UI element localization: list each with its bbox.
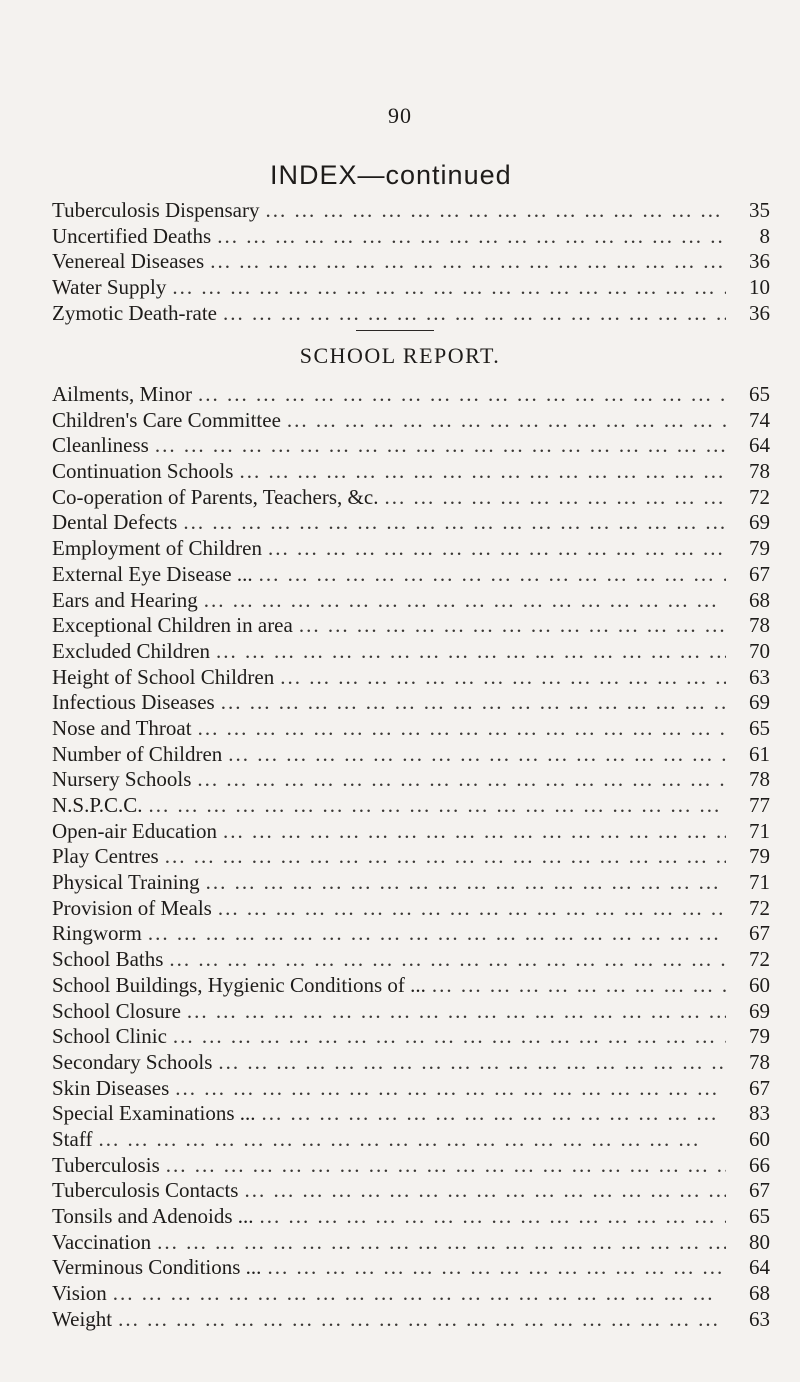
index-entry <box>52 1153 770 1179</box>
index-entry <box>52 999 770 1025</box>
leader-dots <box>218 1050 726 1075</box>
entry-page: 78 <box>749 459 770 484</box>
entry-page: 71 <box>749 870 770 895</box>
entry-label: Employment of Children <box>52 536 262 561</box>
entry-label: Open-air Education <box>52 818 218 843</box>
index-entry <box>52 639 770 665</box>
entry-label: Secondary Schools <box>52 1049 213 1074</box>
index-entry <box>52 408 770 434</box>
leader-dots <box>148 921 726 946</box>
index-entry <box>52 1307 770 1333</box>
entry-label: Vision <box>52 1281 107 1306</box>
leader-dots <box>198 382 726 407</box>
school-report-index-list <box>52 382 770 1332</box>
leader-dots <box>218 896 726 921</box>
leader-dots <box>221 690 726 715</box>
entry-page: 79 <box>749 1024 770 1049</box>
leader-dots <box>287 408 726 433</box>
entry-label: Skin Diseases <box>52 1075 170 1100</box>
entry-label: School Closure <box>52 998 181 1023</box>
entry-label: Ailments, Minor <box>52 382 192 406</box>
entry-label: Ears and Hearing <box>52 587 198 612</box>
index-entry <box>52 382 770 408</box>
entry-page: 70 <box>749 638 770 663</box>
index-entry <box>52 716 770 742</box>
entry-page: 67 <box>749 1075 770 1100</box>
page-title: INDEX—continued <box>270 160 512 190</box>
section-divider <box>356 330 434 331</box>
entry-page: 72 <box>749 895 770 920</box>
leader-dots <box>187 999 726 1024</box>
index-entry <box>52 742 770 768</box>
entry-page: 65 <box>749 1204 770 1228</box>
entry-label: Nursery Schools <box>52 767 192 792</box>
index-entry <box>52 870 770 896</box>
index-entry <box>52 921 770 947</box>
entry-label: External Eye Disease ... <box>52 561 253 586</box>
index-entry <box>52 562 770 588</box>
leader-dots <box>198 716 726 741</box>
entry-page: 67 <box>749 1178 770 1203</box>
index-entry <box>52 767 770 793</box>
entry-label: Weight <box>52 1306 113 1331</box>
index-entry <box>52 665 770 691</box>
entry-page: 10 <box>749 275 770 300</box>
index-entry <box>52 973 770 999</box>
leader-dots <box>98 1127 726 1152</box>
leader-dots <box>268 536 726 561</box>
entry-page: 63 <box>749 1306 770 1331</box>
leader-dots <box>113 1281 726 1306</box>
entry-page: 72 <box>749 947 770 972</box>
index-entry <box>52 896 770 922</box>
index-entry <box>52 536 770 562</box>
entry-label: Exceptional Children in area <box>52 613 293 638</box>
index-entry <box>52 1101 770 1127</box>
section-heading: SCHOOL REPORT. <box>299 343 501 368</box>
index-entry <box>52 1204 770 1230</box>
leader-dots <box>155 433 726 458</box>
index-entry <box>52 690 770 716</box>
leader-dots <box>165 844 726 869</box>
entry-label: Height of School Children <box>52 664 275 689</box>
leader-dots <box>384 485 726 510</box>
leader-dots <box>228 742 726 767</box>
entry-label: Number of Children <box>52 741 223 766</box>
entry-label: Special Examinations ... <box>52 1101 256 1126</box>
entry-label: Excluded Children <box>52 638 211 663</box>
index-entry <box>52 1076 770 1102</box>
entry-page: 65 <box>749 715 770 740</box>
entry-page: 77 <box>749 793 770 817</box>
entry-page: 63 <box>749 664 770 689</box>
index-entry <box>52 1281 770 1307</box>
index-entry <box>52 224 770 250</box>
leader-dots <box>197 767 726 792</box>
entry-label: Dental Defects <box>52 510 178 535</box>
entry-page: 65 <box>749 382 770 406</box>
leader-dots <box>216 639 726 664</box>
entry-label: Venereal Diseases <box>52 249 205 274</box>
leader-dots <box>204 588 726 613</box>
leader-dots <box>223 819 726 844</box>
entry-page: 36 <box>749 249 770 274</box>
entry-label: Infectious Diseases <box>52 690 215 715</box>
entry-page: 78 <box>749 1049 770 1074</box>
entry-page: 8 <box>759 223 770 248</box>
entry-label: Continuation Schools <box>52 459 234 484</box>
leader-dots <box>239 459 726 484</box>
index-entry <box>52 588 770 614</box>
entry-page: 78 <box>749 767 770 792</box>
index-entry <box>52 433 770 459</box>
entry-page: 66 <box>749 1152 770 1177</box>
index-entry <box>52 459 770 485</box>
leader-dots <box>175 1076 726 1101</box>
entry-page: 68 <box>749 587 770 612</box>
general-index-list <box>52 198 770 326</box>
entry-page: 69 <box>749 998 770 1023</box>
leader-dots <box>432 973 726 998</box>
entry-label: Vaccination <box>52 1229 152 1254</box>
entry-page: 72 <box>749 484 770 509</box>
leader-dots <box>217 224 726 249</box>
index-entry <box>52 819 770 845</box>
entry-label: Uncertified Deaths <box>52 223 212 248</box>
entry-label: Zymotic Death-rate <box>52 300 218 325</box>
leader-dots <box>244 1178 726 1203</box>
index-entry <box>52 613 770 639</box>
entry-page: 71 <box>749 818 770 843</box>
index-entry <box>52 510 770 536</box>
leader-dots <box>118 1307 726 1332</box>
entry-page: 35 <box>749 198 770 222</box>
index-entry <box>52 275 770 301</box>
entry-label: Ringworm <box>52 921 142 946</box>
leader-dots <box>280 665 726 690</box>
entry-label: Tuberculosis Contacts <box>52 1178 239 1203</box>
entry-label: N.S.P.C.C. <box>52 793 143 817</box>
entry-page: 60 <box>749 1126 770 1151</box>
entry-label: School Clinic <box>52 1024 167 1049</box>
entry-page: 60 <box>749 972 770 997</box>
entry-label: Physical Training <box>52 870 200 895</box>
index-entry <box>52 947 770 973</box>
index-entry <box>52 198 770 224</box>
index-entry <box>52 1127 770 1153</box>
entry-page: 68 <box>749 1281 770 1306</box>
entry-page: 74 <box>749 407 770 432</box>
leader-dots <box>262 1101 726 1126</box>
entry-label: Tonsils and Adenoids ... <box>52 1204 254 1228</box>
entry-page: 64 <box>749 433 770 458</box>
leader-dots <box>173 1024 726 1049</box>
index-entry <box>52 1024 770 1050</box>
entry-label: Children's Care Committee <box>52 407 281 432</box>
index-entry <box>52 249 770 275</box>
leader-dots <box>172 275 726 300</box>
index-entry <box>52 793 770 819</box>
entry-label: Provision of Meals <box>52 895 212 920</box>
entry-label: Cleanliness <box>52 433 149 458</box>
entry-label: Co-operation of Parents, Teachers, &c. <box>52 484 379 509</box>
entry-label: School Buildings, Hygienic Conditions of ... <box>52 972 426 997</box>
entry-page: 69 <box>749 510 770 535</box>
entry-page: 78 <box>749 613 770 638</box>
leader-dots <box>265 198 726 223</box>
page-number: 90 <box>388 103 412 128</box>
leader-dots <box>169 947 726 972</box>
leader-dots <box>183 510 726 535</box>
index-entry <box>52 844 770 870</box>
entry-label: Nose and Throat <box>52 715 192 740</box>
entry-page: 67 <box>749 561 770 586</box>
leader-dots <box>166 1153 726 1178</box>
entry-label: Tuberculosis <box>52 1152 160 1177</box>
entry-page: 69 <box>749 690 770 715</box>
leader-dots <box>148 793 726 818</box>
entry-label: Tuberculosis Dispensary <box>52 198 260 222</box>
leader-dots <box>260 1204 726 1229</box>
entry-page: 36 <box>749 300 770 325</box>
leader-dots <box>157 1230 726 1255</box>
entry-page: 67 <box>749 921 770 946</box>
index-entry <box>52 1050 770 1076</box>
index-entry <box>52 301 770 327</box>
entry-page: 79 <box>749 844 770 869</box>
leader-dots <box>206 870 726 895</box>
leader-dots <box>223 301 726 326</box>
leader-dots <box>299 613 726 638</box>
index-entry <box>52 1255 770 1281</box>
entry-label: Staff <box>52 1126 93 1151</box>
entry-label: Play Centres <box>52 844 159 869</box>
entry-page: 79 <box>749 536 770 561</box>
leader-dots <box>259 562 726 587</box>
entry-page: 61 <box>749 741 770 766</box>
entry-page: 80 <box>749 1229 770 1254</box>
entry-page: 64 <box>749 1255 770 1280</box>
leader-dots <box>210 249 726 274</box>
index-entry <box>52 485 770 511</box>
index-entry <box>52 1178 770 1204</box>
entry-label: School Baths <box>52 947 164 972</box>
entry-label: Verminous Conditions ... <box>52 1255 262 1280</box>
leader-dots <box>267 1255 726 1280</box>
entry-label: Water Supply <box>52 275 167 300</box>
index-entry <box>52 1230 770 1256</box>
entry-page: 83 <box>749 1101 770 1126</box>
